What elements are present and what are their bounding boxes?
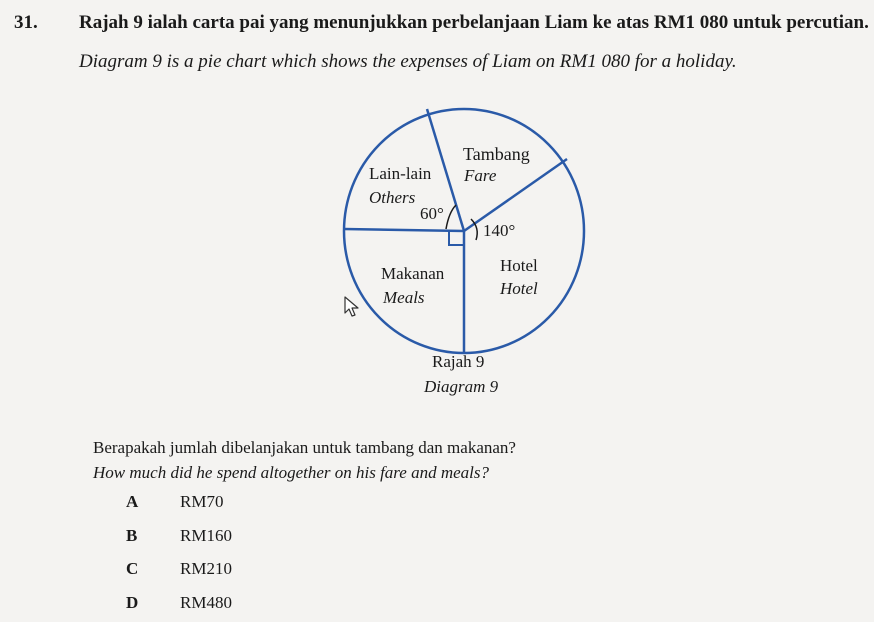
label-others-malay: Lain-lain (369, 164, 432, 183)
label-others-english: Others (369, 188, 416, 207)
angle-arc-others (446, 205, 456, 229)
label-hotel-malay: Hotel (500, 256, 538, 275)
label-hotel-english: Hotel (500, 279, 538, 298)
option-text: RM70 (180, 492, 224, 511)
label-angle-others: 60° (420, 204, 444, 223)
option-text: RM480 (180, 593, 232, 612)
question-stem-english: Diagram 9 is a pie chart which shows the expenses of Liam on RM1 080 for a holiday. (79, 51, 737, 72)
label-fare-english: Fare (464, 166, 497, 185)
diagram-caption-malay: Rajah 9 (432, 352, 485, 371)
option-d[interactable] (126, 593, 326, 617)
option-letter: D (126, 593, 139, 612)
option-letter: C (126, 559, 139, 578)
option-letter: B (126, 526, 138, 545)
question-prompt-malay: Berapakah jumlah dibelanjakan untuk tambang dan makanan? (93, 438, 516, 457)
question-prompt-english: How much did he spend altogether on his fare and meals? (93, 463, 489, 482)
option-text: RM210 (180, 559, 232, 578)
option-text: RM160 (180, 526, 232, 545)
right-angle-marker (449, 231, 464, 245)
label-meals-malay: Makanan (381, 264, 445, 283)
question-stem-malay: Rajah 9 ialah carta pai yang menunjukkan perbelanjaan Liam ke atas RM1 080 untuk percutian. (79, 12, 869, 33)
label-fare-malay: Tambang (463, 144, 530, 164)
option-b[interactable] (126, 526, 326, 550)
label-meals-english: Meals (383, 288, 425, 307)
question-number: 31. (14, 12, 38, 33)
diagram-caption-english: Diagram 9 (424, 377, 499, 396)
option-c[interactable] (126, 559, 326, 583)
label-angle-fare: 140° (483, 221, 516, 240)
radius-meals-others (344, 229, 464, 231)
option-letter: A (126, 492, 139, 511)
option-a[interactable] (126, 492, 326, 516)
mouse-cursor-icon (343, 296, 361, 318)
